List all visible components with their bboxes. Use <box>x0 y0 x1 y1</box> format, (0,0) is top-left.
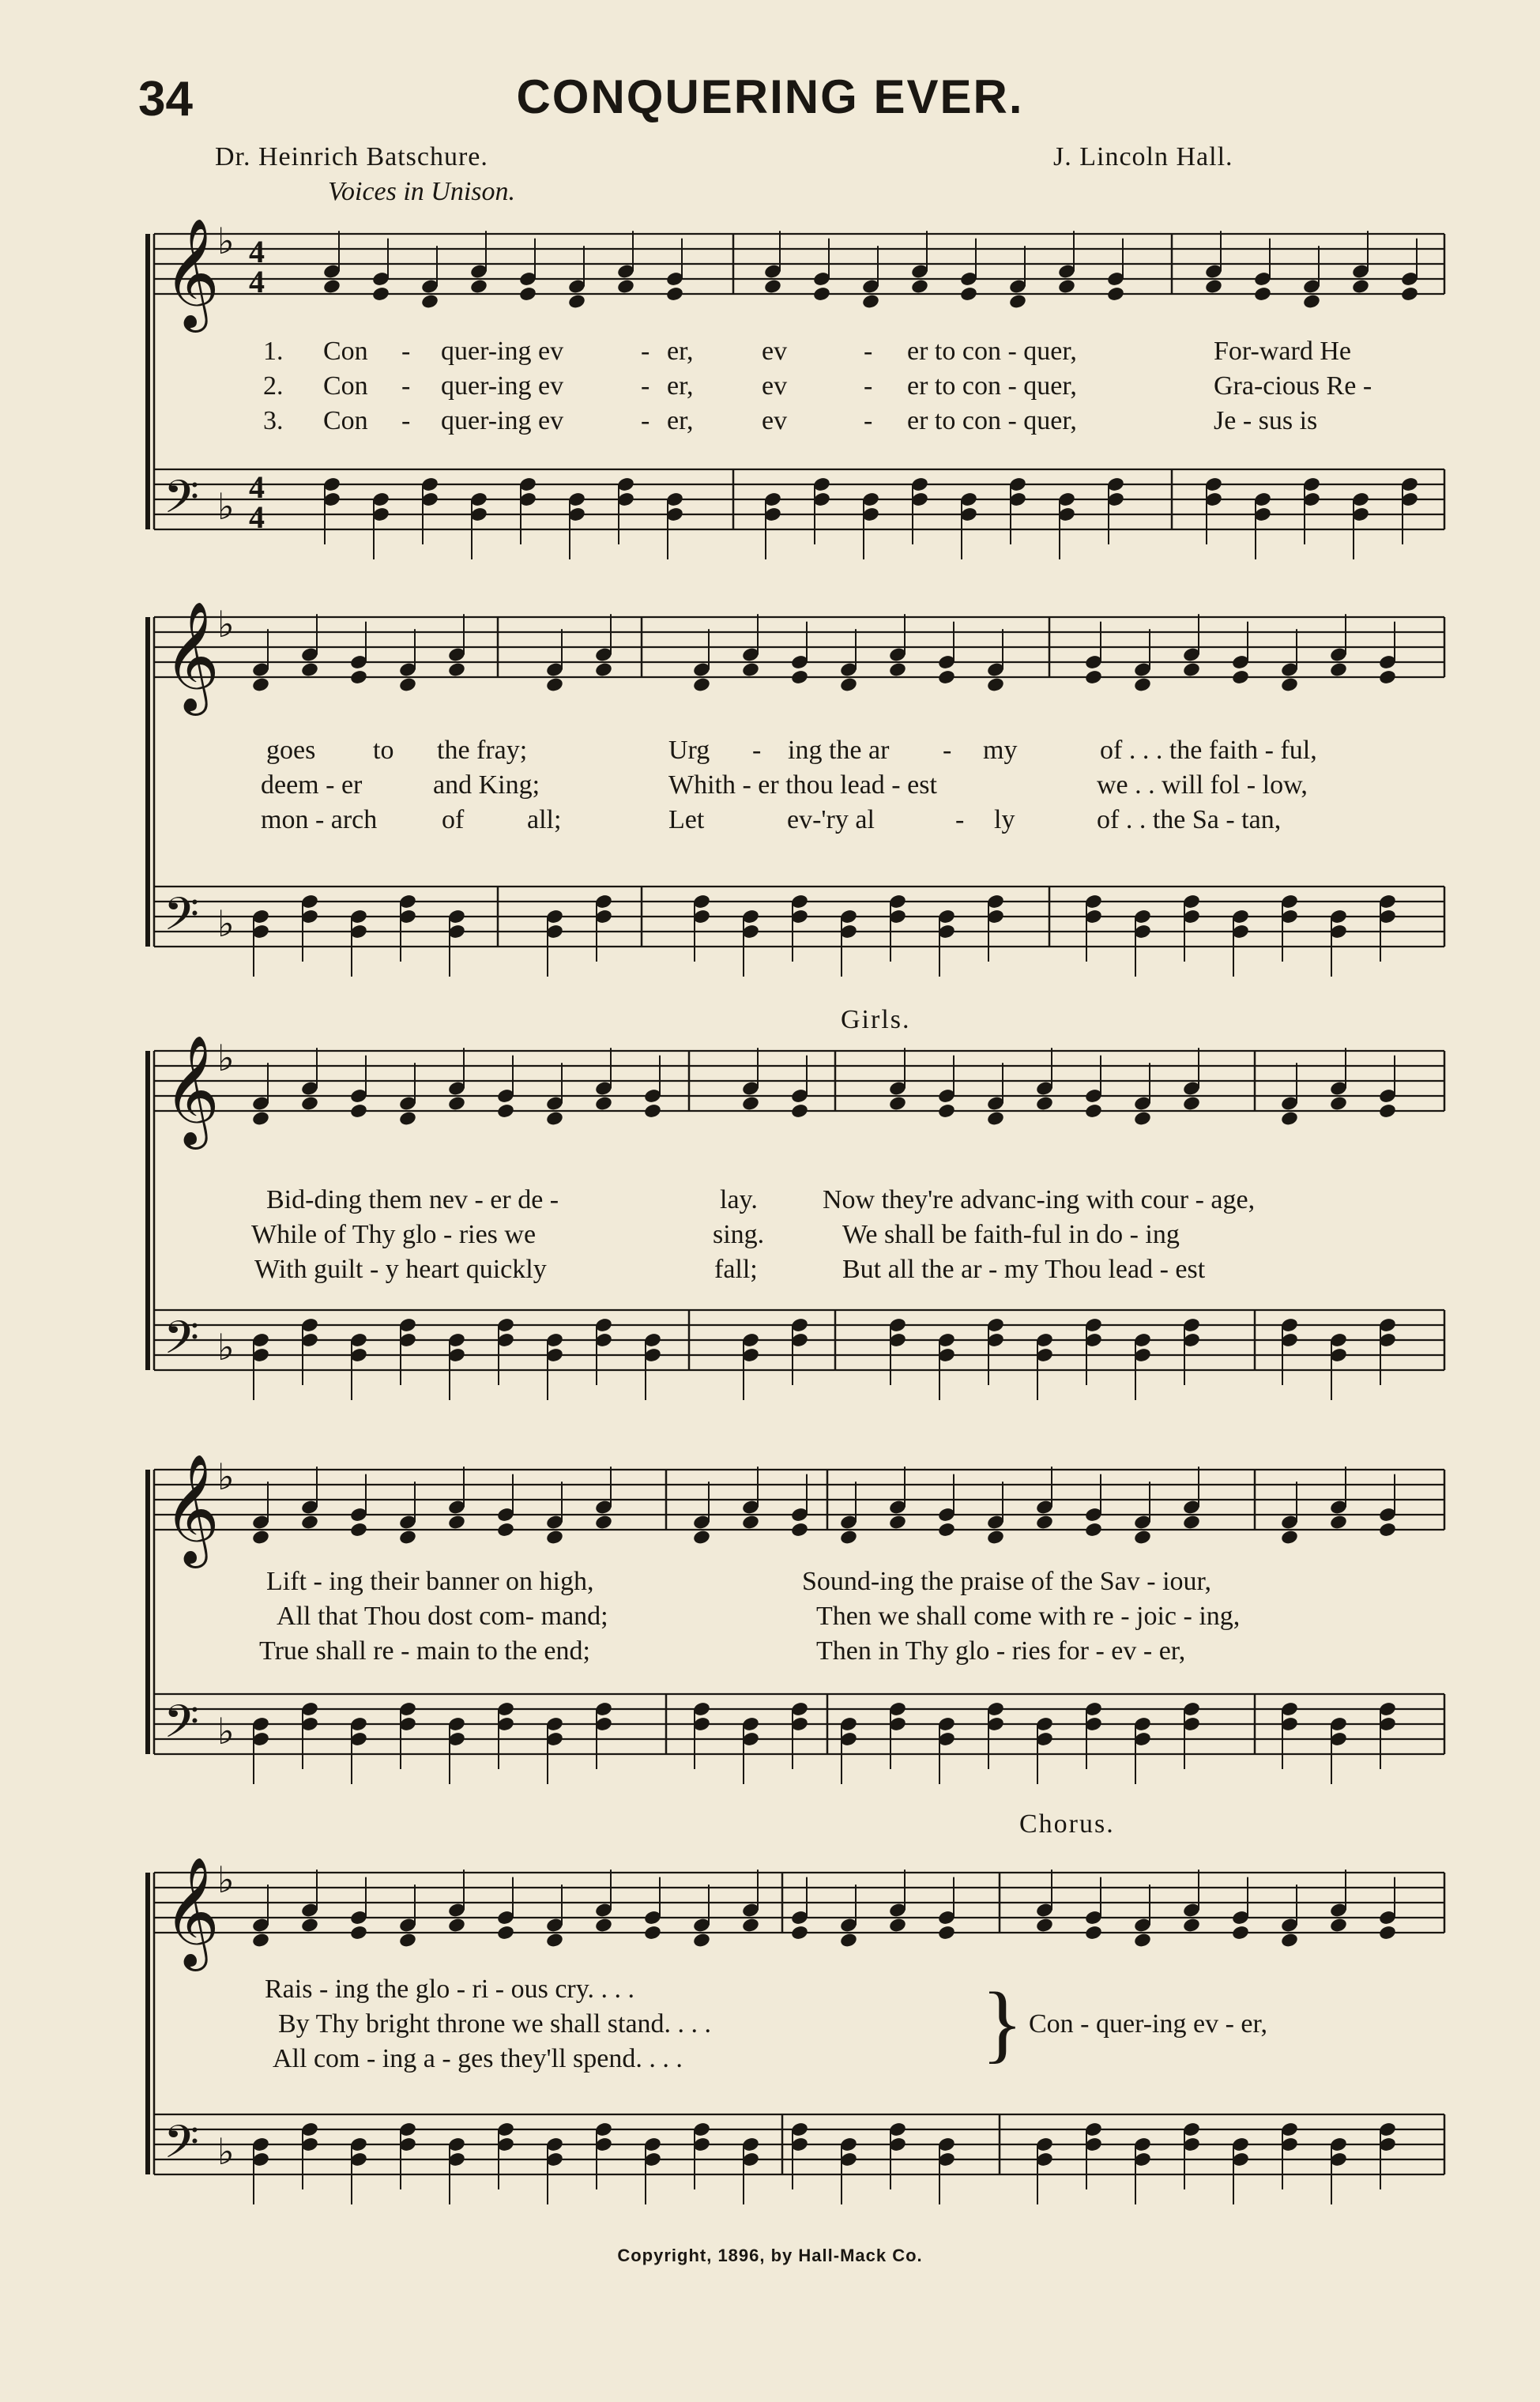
note-head <box>812 286 831 303</box>
bass-clef: 𝄢 <box>164 470 200 535</box>
treble-clef: 𝄞 <box>164 1857 220 1967</box>
note-head <box>692 676 711 693</box>
note-head <box>300 1095 319 1112</box>
note-head <box>959 286 978 303</box>
bass-clef: 𝄢 <box>164 887 200 952</box>
note-head <box>496 1522 515 1538</box>
note-head <box>1133 1529 1152 1545</box>
note-head <box>349 1925 368 1941</box>
note-head <box>1182 661 1201 678</box>
bass-clef: 𝄢 <box>164 1695 200 1760</box>
key-flat: ♭ <box>217 902 235 945</box>
note-head <box>937 1522 956 1538</box>
lyricist-credit: Dr. Heinrich Batschure. <box>215 142 488 171</box>
note-head <box>616 278 635 295</box>
key-flat: ♭ <box>217 1037 235 1079</box>
note-head <box>986 676 1005 693</box>
note-head <box>1378 669 1397 686</box>
note-head <box>1329 1095 1348 1112</box>
note-head <box>910 278 929 295</box>
key-flat: ♭ <box>217 220 235 262</box>
note-head <box>1057 278 1076 295</box>
key-flat: ♭ <box>217 1326 235 1369</box>
note-head <box>349 1522 368 1538</box>
key-flat: ♭ <box>217 603 235 646</box>
note-head <box>518 286 537 303</box>
note-head <box>251 1529 270 1545</box>
note-head <box>692 1932 711 1948</box>
note-head <box>1329 1514 1348 1530</box>
composer-credit: J. Lincoln Hall. <box>1053 142 1233 171</box>
verse-brace: } <box>981 1975 1023 2071</box>
note-head <box>665 286 684 303</box>
note-head <box>594 1095 613 1112</box>
note-head <box>643 1925 662 1941</box>
note-head <box>545 676 564 693</box>
note-head <box>1231 669 1250 686</box>
note-head <box>545 1529 564 1545</box>
note-head <box>594 1917 613 1933</box>
note-head <box>790 1925 809 1941</box>
performance-direction: Voices in Unison. <box>328 177 516 206</box>
note-head <box>1204 278 1223 295</box>
note-head <box>1133 1110 1152 1127</box>
note-head <box>1084 1522 1103 1538</box>
note-head <box>986 1110 1005 1127</box>
note-head <box>469 278 488 295</box>
note-head <box>888 1917 907 1933</box>
note-head <box>1084 669 1103 686</box>
note-head <box>790 1103 809 1120</box>
note-head <box>371 286 390 303</box>
note-head <box>937 1103 956 1120</box>
treble-clef: 𝄞 <box>164 1035 220 1145</box>
note-head <box>1084 1925 1103 1941</box>
note-head <box>1280 676 1299 693</box>
note-head <box>398 1110 417 1127</box>
note-head <box>1035 1917 1054 1933</box>
key-flat: ♭ <box>217 1710 235 1753</box>
note-head <box>839 1529 858 1545</box>
key-flat: ♭ <box>217 1858 235 1901</box>
note-head <box>398 676 417 693</box>
note-head <box>986 1529 1005 1545</box>
bass-clef: 𝄢 <box>164 2115 200 2180</box>
note-head <box>300 661 319 678</box>
note-head <box>1182 1917 1201 1933</box>
note-head <box>888 1514 907 1530</box>
time-sig-top: 4 <box>249 234 265 269</box>
note-head <box>1106 286 1125 303</box>
note-head <box>1302 293 1321 310</box>
note-head <box>1231 1925 1250 1941</box>
girls-section-mark: Girls. <box>841 1005 911 1034</box>
note-head <box>1378 1522 1397 1538</box>
note-head <box>1351 278 1370 295</box>
note-head <box>300 1917 319 1933</box>
note-head <box>1182 1095 1201 1112</box>
note-head <box>1280 1110 1299 1127</box>
note-head <box>567 293 586 310</box>
note-head <box>545 1110 564 1127</box>
note-head <box>1182 1514 1201 1530</box>
note-head <box>839 676 858 693</box>
note-head <box>496 1103 515 1120</box>
note-head <box>790 1522 809 1538</box>
key-flat: ♭ <box>217 1455 235 1498</box>
note-head <box>741 1095 760 1112</box>
note-head <box>251 1110 270 1127</box>
note-head <box>398 1932 417 1948</box>
note-head <box>692 1529 711 1545</box>
note-head <box>496 1925 515 1941</box>
time-sig-top: 4 <box>249 469 265 505</box>
note-head <box>1400 286 1419 303</box>
hymn-title: CONQUERING EVER. <box>516 70 1024 123</box>
note-head <box>300 1514 319 1530</box>
note-head <box>398 1529 417 1545</box>
note-head <box>447 1514 466 1530</box>
note-head <box>447 1095 466 1112</box>
note-head <box>741 661 760 678</box>
note-head <box>594 1514 613 1530</box>
note-head <box>1280 1932 1299 1948</box>
note-head <box>545 1932 564 1948</box>
note-head <box>1378 1103 1397 1120</box>
note-head <box>594 661 613 678</box>
treble-clef: 𝄞 <box>164 218 220 328</box>
hymn-page: 34 CONQUERING EVER. Dr. Heinrich Batschure. J. Lincoln Hall. Voices in Unison. Girls. Chorus. 𝄞 ♭ 4 4 𝄢 ♭ 4 4 𝄞 ♭ 𝄢 ♭ 𝄞 ♭ 𝄢 ♭ 𝄞 ♭ 𝄢 ♭ 𝄞 ♭ 𝄢 ♭ 1. Con - quer-ing ev - er, ev - er to con - quer, For-ward He 2. Con - quer-ing ev - er, ev - er to con - quer, Gra-cious Re - 3. Con - quer-ing ev - er, ev - er to con - quer, Je - sus is goes to the fray; Urg - ing the ar - my of . . . the faith - ful, deem - er and King; Whith - er thou lead - est we . . will fol - low, mon - arch of all; Let ev-'ry al - ly of . . the Sa - tan, Bid-ding them nev - er de - lay. Now they're advanc-ing with cour - age, While of Thy glo - ries we sing. We shall be faith-ful in do - ing With guilt - y heart quickly fall; But all the ar - my Thou lead - est Lift - ing their banner on high, Sound-ing the praise of the Sav - iour, All that Thou dost com- mand; Then we shall come with re - joic - ing, True shall re - main to the end; Then in Thy glo - ries for - ev - er, Rais - ing the glo - ri - ous cry. . . . By Thy bright throne we shall stand. . . . All com - ing a - ges they'll spend. . . . } Con - quer-ing ev - er, Copyright, 1896, by Hall-Mack Co. <box>0 0 1540 2402</box>
note-head <box>839 1932 858 1948</box>
key-flat: ♭ <box>217 485 235 528</box>
note-head <box>937 1925 956 1941</box>
bass-clef: 𝄢 <box>164 1311 200 1376</box>
time-sig-bottom: 4 <box>249 499 265 535</box>
note-head <box>1378 1925 1397 1941</box>
note-head <box>1133 676 1152 693</box>
page-number: 34 <box>138 72 193 126</box>
treble-clef: 𝄞 <box>164 1454 220 1564</box>
note-head <box>1084 1103 1103 1120</box>
note-head <box>1253 286 1272 303</box>
note-head <box>447 661 466 678</box>
note-head <box>741 1514 760 1530</box>
note-head <box>1329 661 1348 678</box>
note-head <box>349 669 368 686</box>
chorus-lyric: Con - quer-ing ev - er, <box>1029 2009 1267 2039</box>
note-head <box>322 278 341 295</box>
note-head <box>251 676 270 693</box>
note-head <box>937 669 956 686</box>
time-sig-bottom: 4 <box>249 264 265 299</box>
note-head <box>1329 1917 1348 1933</box>
copyright-notice: Copyright, 1896, by Hall-Mack Co. <box>617 2246 923 2265</box>
note-head <box>1035 1095 1054 1112</box>
note-head <box>790 669 809 686</box>
note-head <box>741 1917 760 1933</box>
note-head <box>888 1095 907 1112</box>
note-head <box>251 1932 270 1948</box>
treble-clef: 𝄞 <box>164 601 220 711</box>
note-head <box>763 278 782 295</box>
note-head <box>1008 293 1027 310</box>
note-head <box>888 661 907 678</box>
note-head <box>447 1917 466 1933</box>
note-head <box>1133 1932 1152 1948</box>
note-head <box>1280 1529 1299 1545</box>
note-head <box>861 293 880 310</box>
note-head <box>420 293 439 310</box>
note-head <box>1035 1514 1054 1530</box>
note-head <box>349 1103 368 1120</box>
key-flat: ♭ <box>217 2130 235 2173</box>
note-head <box>643 1103 662 1120</box>
chorus-section-mark: Chorus. <box>1019 1809 1115 1839</box>
